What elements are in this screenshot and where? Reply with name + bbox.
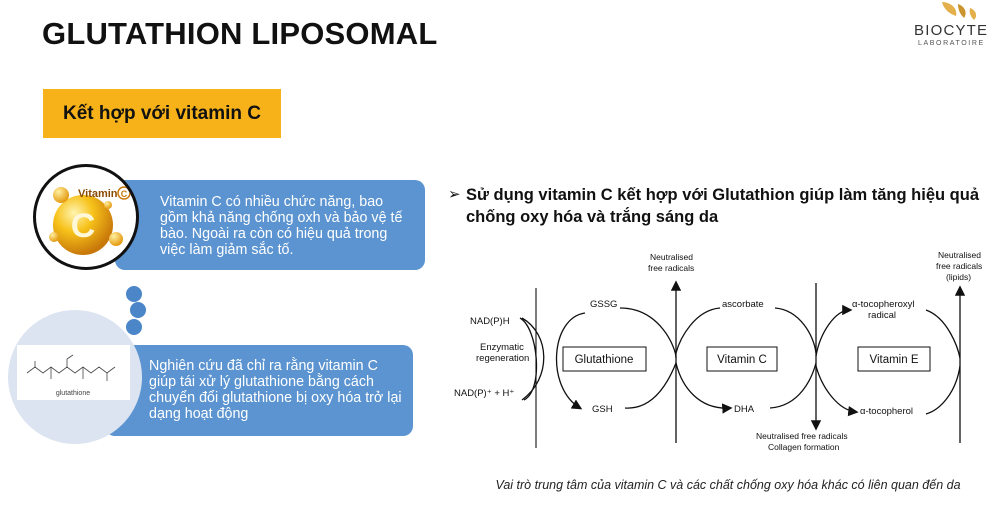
neutralised-right-label: Neutralised [938,250,981,260]
gssg-label: GSSG [590,299,618,310]
info-box-text: Nghiên cứu đã chỉ ra rằng vitamin C giúp tái xử lý glutathione bằng cách chuyển đổi glutathione bị oxy hóa trở lại dạng hoạt động [149,358,402,422]
gsh-label: GSH [592,404,613,415]
svg-text:glutathione: glutathione [55,390,91,397]
glutathione-box-label: Glutathione [574,354,634,366]
antioxidant-cycle-diagram [440,238,993,458]
svg-text:C: C [70,207,96,245]
arrow-bullet-icon: ➢ [448,186,461,203]
vitamin-c-icon [36,167,136,267]
glutathione-structure [17,345,130,400]
leaf-logo-icon [902,0,988,24]
section-tag: Kết hợp với vitamin C [43,89,281,138]
enzymatic-label: Enzymatic [480,342,524,353]
free-radicals-top-label: free radicals [648,263,695,273]
logo-subtitle: LABORATOIRE [918,40,985,47]
svg-text:C: C [120,189,128,199]
neutralised-bottom-label: Neutralised free radicals [756,431,848,441]
connector-dot [126,286,142,302]
ascorbate-label: ascorbate [722,299,764,310]
radical-label: radical [868,310,896,321]
vitamin-e-box-label: Vitamin E [869,354,919,366]
info-box-glutathione [105,345,413,436]
lipids-label: (lipids) [946,272,972,282]
logo-name: BIOCYTE [914,22,989,39]
nadph-label: NAD(P)H [470,316,510,327]
vitamin-c-box-label: Vitamin C [717,354,767,366]
brand-logo [902,0,988,50]
info-box-text: Vitamin C có nhiều chức năng, bao gồm khả năng chống oxh và bảo vệ tế bào. Ngoài ra còn có hiệu quả trong việc làm giảm sắc tố. [160,194,403,258]
vitamin-c-image [33,164,139,270]
tocopherol-label: α-tocopherol [860,406,914,417]
nadp-label: NAD(P)⁺ + H⁺ [454,388,515,399]
key-point-text: Sử dụng vitamin C kết hợp với Glutathion giúp làm tăng hiệu quả chống oxy hóa và trắng sáng da [466,186,980,226]
dha-label: DHA [734,404,755,415]
connector-dot [130,302,146,318]
free-radicals-right-label: free radicals [936,261,983,271]
tocopheroxyl-label: α-tocopheroxyl [852,299,915,310]
regeneration-label: regeneration [476,353,530,364]
collagen-label: Collagen formation [768,442,840,452]
connector-dot [126,319,142,335]
svg-text:Vitamin: Vitamin [78,188,118,200]
molecule-icon [17,345,130,400]
info-box-vitamin-c [115,180,425,270]
page-title: GLUTATHION LIPOSOMAL [42,16,438,51]
diagram-caption: Vai trò trung tâm của vitamin C và các chất chống oxy hóa khác có liên quan đến da [495,478,961,492]
neutralised-top-label: Neutralised [650,252,693,262]
